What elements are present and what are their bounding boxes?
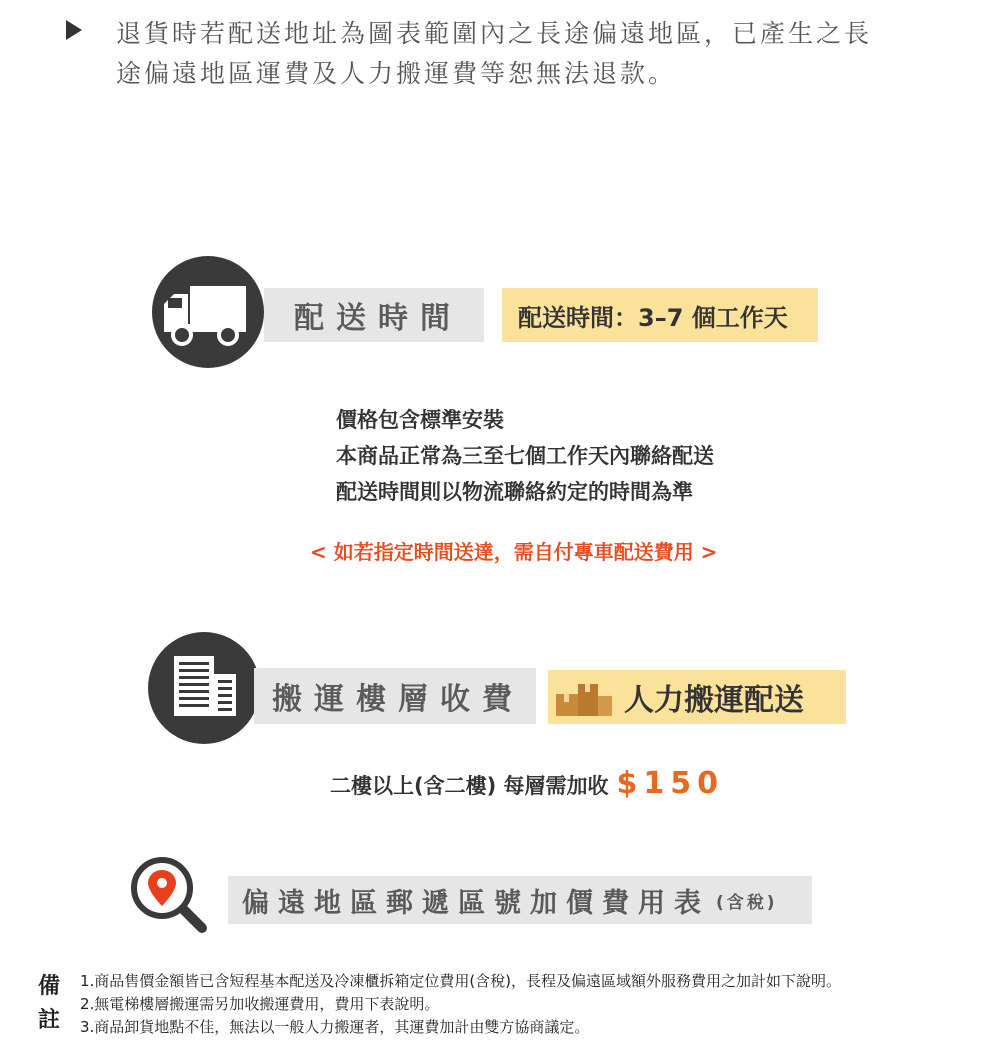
building-icon [148, 632, 260, 744]
boxes-icon [554, 676, 614, 718]
remarks-list [80, 970, 841, 1039]
floor-fee-heading: 搬運樓層收費 [254, 668, 536, 724]
manual-delivery-label: 人力搬運配送 [624, 683, 804, 718]
tax-included-label: (含稅) [716, 892, 778, 913]
return-policy-line-1: 退貨時若配送地址為圖表範圍內之長途偏遠地區，已產生之長 [116, 19, 873, 48]
map-pin-search-icon [126, 852, 210, 936]
remarks-label-top: 備 [38, 974, 61, 999]
floor-fee-price: $150 [616, 766, 725, 801]
delivery-detail-line: 價格包含標準安裝 [336, 408, 504, 432]
delivery-details [336, 402, 714, 510]
remark-item: 2.無電梯樓層搬運需另加收搬運費用，費用下表說明。 [80, 995, 440, 1013]
remote-area-fee-heading [228, 876, 812, 924]
remark-item: 3.商品卸貨地點不佳，無法以一般人力搬運者，其運費加計由雙方協商議定。 [80, 1018, 590, 1036]
return-policy-text [116, 14, 936, 94]
scheduled-delivery-note: < 如若指定時間送達，需自付專車配送費用 > [310, 540, 718, 564]
delivery-detail-line: 本商品正常為三至七個工作天內聯絡配送 [336, 444, 714, 468]
remark-item: 1.商品售價金額皆已含短程基本配送及冷凍櫃拆箱定位費用(含稅)，長程及偏遠區域額外服務費用之加計如下說明。 [80, 972, 842, 990]
delivery-time-badge: 配送時間：3–7 個工作天 [502, 288, 818, 342]
truck-icon [152, 256, 264, 368]
remarks-label [38, 970, 64, 1038]
bullet-arrow-icon [66, 20, 82, 40]
floor-fee-text: 二樓以上(含二樓) 每層需加收 [330, 774, 609, 798]
delivery-detail-line: 配送時間則以物流聯絡約定的時間為準 [336, 480, 693, 504]
return-policy-line-2: 途偏遠地區運費及人力搬運費等恕無法退款。 [116, 59, 677, 88]
remarks-label-bottom: 註 [38, 1008, 61, 1033]
floor-fee-line [330, 766, 724, 801]
remote-area-fee-title: 偏遠地區郵遞區號加價費用表 [242, 887, 710, 919]
delivery-time-heading: 配送時間 [264, 288, 484, 342]
manual-delivery-badge [548, 670, 846, 724]
